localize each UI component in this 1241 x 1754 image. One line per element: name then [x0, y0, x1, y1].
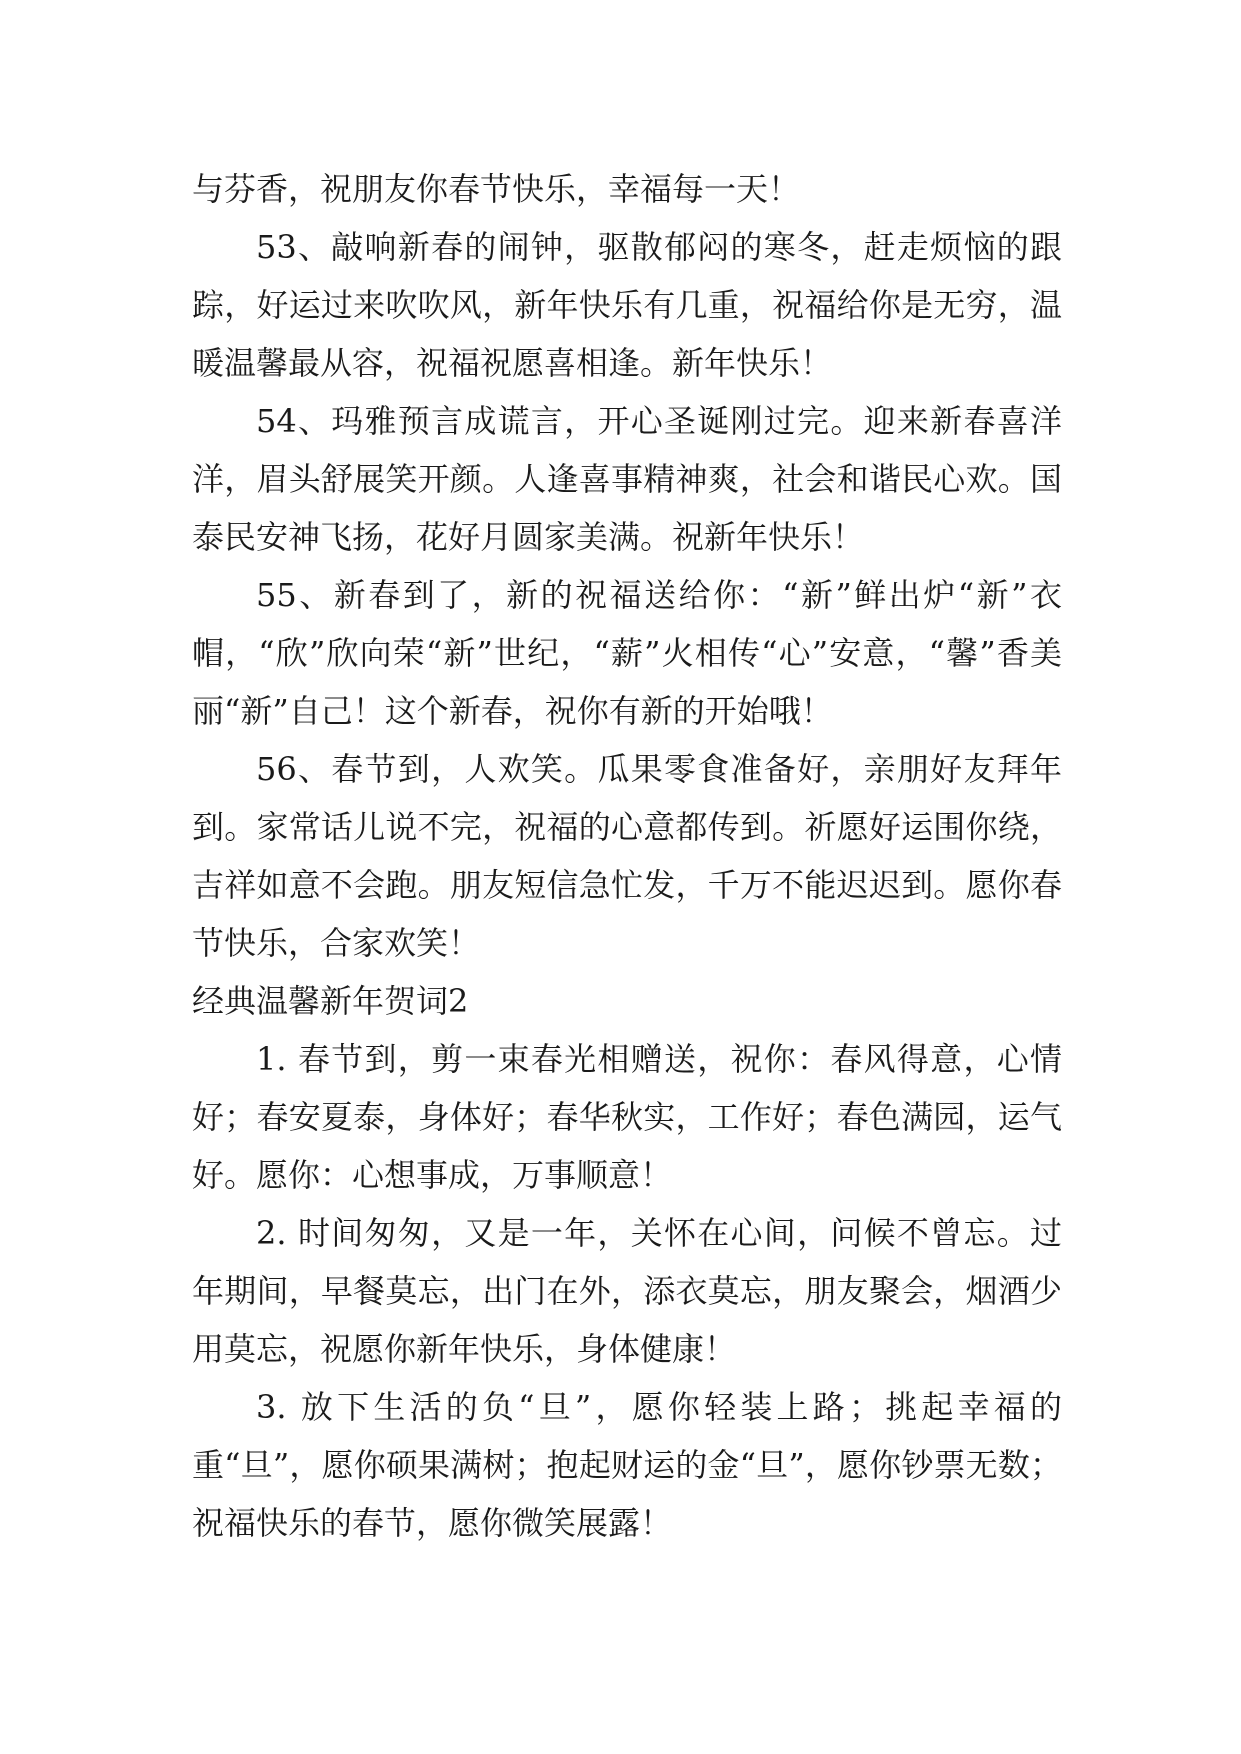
- paragraph-wish-56: 56、春节到，人欢笑。瓜果零食准备好，亲朋好友拜年到。家常话儿说不完，祝福的心意都传到。祈愿好运围你绕，吉祥如意不会跑。朋友短信急忙发，千万不能迟迟到。愿你春节快乐，合家欢笑！: [192, 750, 1062, 962]
- section-title: 经典温馨新年贺词2: [192, 982, 469, 1020]
- paragraph-wish-54: 54、玛雅预言成谎言，开心圣诞刚过完。迎来新春喜洋洋，眉头舒展笑开颜。人逢喜事精神爽，社会和谐民心欢。国泰民安神飞扬，花好月圆家美满。祝新年快乐！: [192, 402, 1062, 556]
- section-paragraph-1: 1. 春节到，剪一束春光相赠送，祝你：春风得意，心情好；春安夏泰，身体好；春华秋实，工作好；春色满园，运气好。愿你：心想事成，万事顺意！: [192, 1040, 1062, 1194]
- section-paragraph-3: 3. 放下生活的负“旦”，愿你轻装上路；挑起幸福的重“旦”，愿你硕果满树；抱起财运的金“旦”，愿你钞票无数；祝福快乐的春节，愿你微笑展露！: [192, 1388, 1062, 1542]
- section-paragraph-2: 2. 时间匆匆，又是一年，关怀在心间，问候不曾忘。过年期间，早餐莫忘，出门在外，添衣莫忘，朋友聚会，烟酒少用莫忘，祝愿你新年快乐，身体健康！: [192, 1214, 1062, 1368]
- document-body: [192, 160, 1062, 1552]
- paragraph-continuation: 与芬香，祝朋友你春节快乐，幸福每一天！: [192, 170, 801, 208]
- paragraph-wish-53: 53、敲响新春的闹钟，驱散郁闷的寒冬，赶走烦恼的跟踪，好运过来吹吹风，新年快乐有几重，祝福给你是无穷，温暖温馨最从容，祝福祝愿喜相逢。新年快乐！: [192, 228, 1062, 382]
- paragraph-wish-55: 55、新春到了，新的祝福送给你：“新”鲜出炉“新”衣帽，“欣”欣向荣“新”世纪，“薪”火相传“心”安意，“馨”香美丽“新”自己！这个新春，祝你有新的开始哦！: [192, 576, 1062, 730]
